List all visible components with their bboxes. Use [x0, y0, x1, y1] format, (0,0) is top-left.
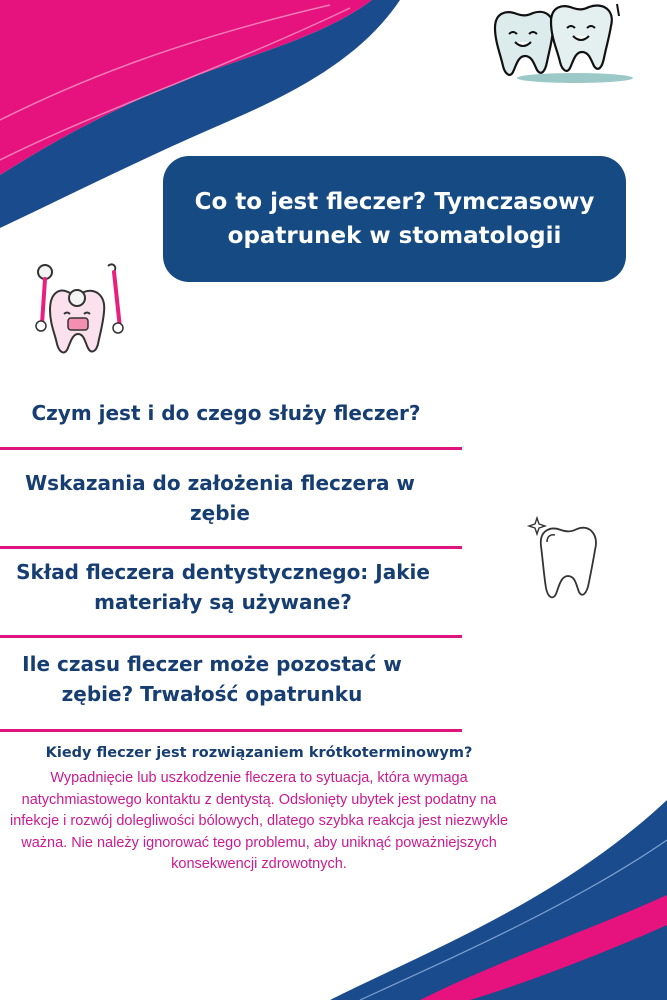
final-section-heading: Kiedy fleczer jest rozwiązaniem krótkoterminowym? [45, 745, 473, 761]
happy-teeth-pair-icon [485, 0, 635, 85]
section-divider-3 [0, 635, 462, 638]
final-section-body: Wypadnięcie lub uszkodzenie fleczera to sytuacja, która wymaga natychmiastowego kontaktu z dentystą. Odsłonięty ubytek jest podatny na infekcje i rozwój dolegliwości bólowych, dlatego szybka reakcja jest niezwykle ważna. Nie należy ignorować tego problemu, aby uniknąć poważniejszych konsekwencji zdrowotnych. [9, 770, 509, 873]
page-title: Co to jest fleczer? Tymczasowy opatrunek w stomatologii [194, 189, 595, 249]
section-heading-2: Wskazania do założenia fleczera w zębie [25, 471, 415, 525]
section-heading-3: Skład fleczera dentystycznego: Jakie materiały są używane? [16, 560, 430, 614]
section-divider-4 [0, 729, 462, 732]
sparkling-tooth-icon [525, 512, 603, 604]
section-heading-1: Czym jest i do czego służy fleczer? [31, 401, 421, 425]
section-divider-1 [0, 447, 462, 450]
title-box [163, 156, 626, 282]
section-divider-2 [0, 546, 462, 549]
dentist-tooth-with-tools-icon [28, 262, 130, 357]
section-heading-4: Ile czasu fleczer może pozostać w zębie? Trwałość opatrunku [22, 652, 402, 706]
